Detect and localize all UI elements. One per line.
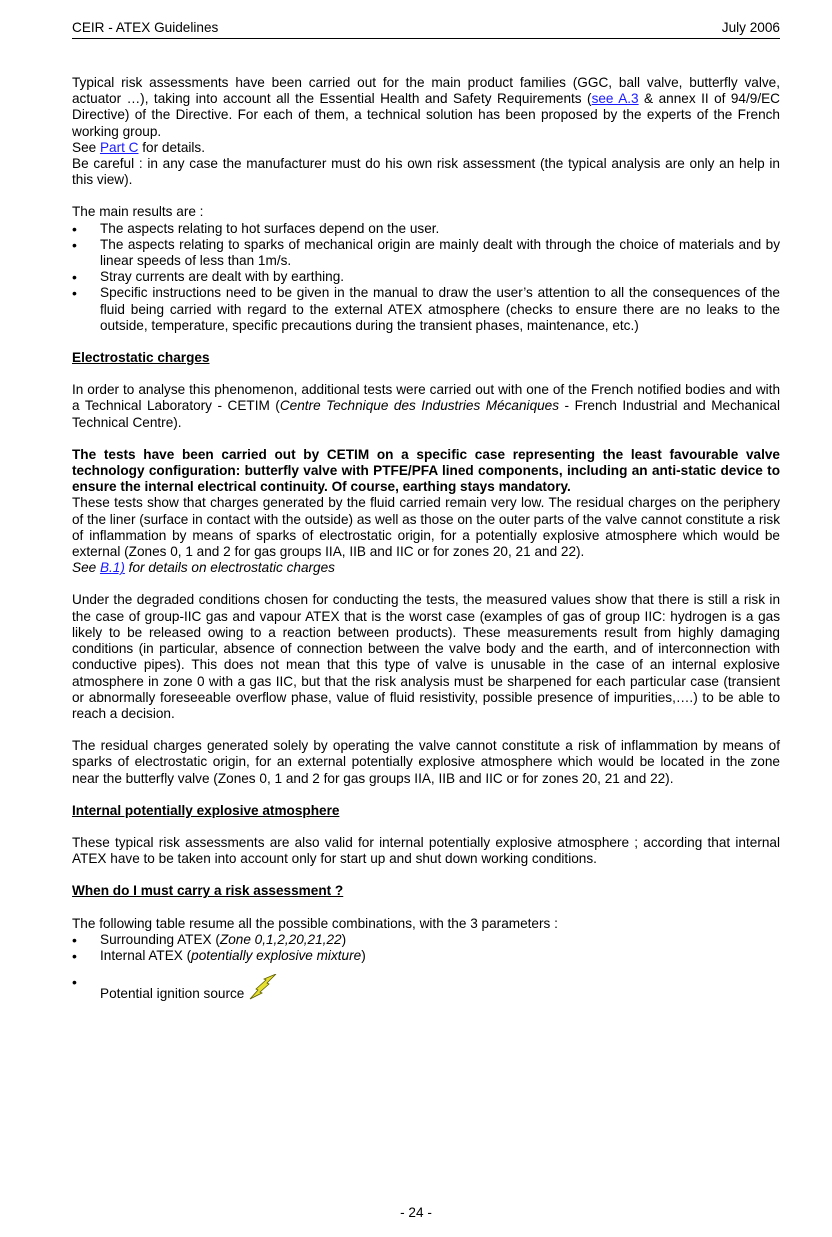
page-number: - 24 - (400, 1205, 432, 1220)
link-part-c[interactable]: Part C (99, 139, 139, 155)
link-b1[interactable]: B.1) (99, 560, 125, 576)
risk-assessment-heading: When do I must carry a risk assessment ? (72, 883, 344, 899)
table-lead: The following table resume all the possible combinations, with the 3 parameters : (72, 915, 558, 931)
header-date: July 2006 (721, 20, 780, 35)
electrostatic-intro: In order to analyse this phenomenon, additional tests were carried out with one of the French notified bodies and with a Technical Laboratory - CETIM (Centre Technique des Industries Mécaniques - French Industrial and Mechanical Technical Centre). (72, 382, 780, 430)
list-item: • Specific instructions need to be given in the manual to draw the user’s attention to all the consequences of the fluid being carried with regard to the external ATEX atmosphere (checks to ensure there are no leaks to the outside, temperature, specific precautions during the transient phases, maintenance, etc.) (72, 285, 780, 334)
lightning-bolt-icon (248, 974, 278, 1004)
link-see-a3[interactable]: see A.3 (591, 91, 639, 107)
document-body (72, 75, 780, 1004)
residual-charges-paragraph: The residual charges generated solely by operating the valve cannot constitute a risk of inflammation by means of sparks of electrostatic origin, for an external potentially explosive atmosphere which would be located in the zone near the butterfly valve (Zones 0, 1 and 2 for gas groups IIA, IIB and IIC or for zones 20, 21 and 22). (72, 738, 780, 786)
electrostatic-heading: Electrostatic charges (72, 350, 210, 366)
internal-heading: Internal potentially explosive atmosphere (72, 802, 340, 818)
list-item: • Potential ignition source (72, 974, 780, 1004)
cetim-bold-paragraph: The tests have been carried out by CETIM on a specific case representing the least favourable valve technology configuration: butterfly valve with PTFE/PFA lined components, including an anti-static device to ensure the internal electrical continuity. Of course, earthing stays mandatory. (72, 446, 780, 495)
page-header (72, 20, 780, 39)
tests-paragraph: These tests show that charges generated by the fluid carried remain very low. The residual charges on the periphery of the liner (surface in contact with the outside) as well as those on the outer parts of the valve cannot constitute a risk of inflammation by means of sparks of electrostatic origin, for a potentially explosive atmosphere which would be external (Zones 0, 1 and 2 for gas groups IIA, IIB and IIC or for zones 20, 21 and 22). (72, 495, 781, 560)
list-item: • Surrounding ATEX (Zone 0,1,2,20,21,22) (72, 932, 780, 948)
see-b1-line: See B.1) for details on electrostatic charges (72, 560, 335, 576)
header-title: CEIR - ATEX Guidelines (72, 20, 219, 35)
careful-paragraph: Be careful : in any case the manufacturer must do his own risk assessment (the typical analysis are only an help in this view). (72, 156, 780, 188)
parameters-list (72, 932, 780, 1005)
list-item: • Stray currents are dealt with by earthing. (72, 269, 780, 285)
list-item: • The aspects relating to sparks of mechanical origin are mainly dealt with through the choice of materials and by linear speeds of less than 1m/s. (72, 237, 780, 269)
list-item: • Internal ATEX (potentially explosive mixture) (72, 948, 780, 964)
see-part-c-line: See Part C for details. (72, 139, 205, 155)
list-item: • The aspects relating to hot surfaces depend on the user. (72, 221, 780, 237)
results-list (72, 221, 780, 334)
intro-paragraph: Typical risk assessments have been carried out for the main product families (GGC, ball valve, butterfly valve, actuator …), taking into account all the Essential Health and Safety Requirements (see A.3 & annex II of 94/9/EC Directive) of the Directive. For each of them, a technical solution has been proposed by the experts of the French working group. (72, 75, 780, 139)
internal-paragraph: These typical risk assessments are also valid for internal potentially explosive atmosphere ; according that internal ATEX have to be taken into account only for start up and shut down working conditions. (72, 834, 780, 867)
results-lead: The main results are : (72, 204, 204, 220)
degraded-conditions-paragraph: Under the degraded conditions chosen for conducting the tests, the measured values show that there is still a risk in the case of group-IIC gas and vapour ATEX that is the worst case (examples of gas of group IIC: hydrogen is a gas likely to be released owing to a reaction between products). These measurements result from highly damaging conditions (in particular, absence of connection between the valve body and the earth, and of interconnection with conductive pipes). This does not mean that this type of valve is unusable in the case of an internal explosive atmosphere in zone 0 with a gas IIC, but that the risk analysis must be sharpened for each particular case (transient or abnormally foreseeable overflow phase, value of fluid resistivity, possible presence of impurities,….) to be able to reach a decision. (72, 592, 780, 721)
